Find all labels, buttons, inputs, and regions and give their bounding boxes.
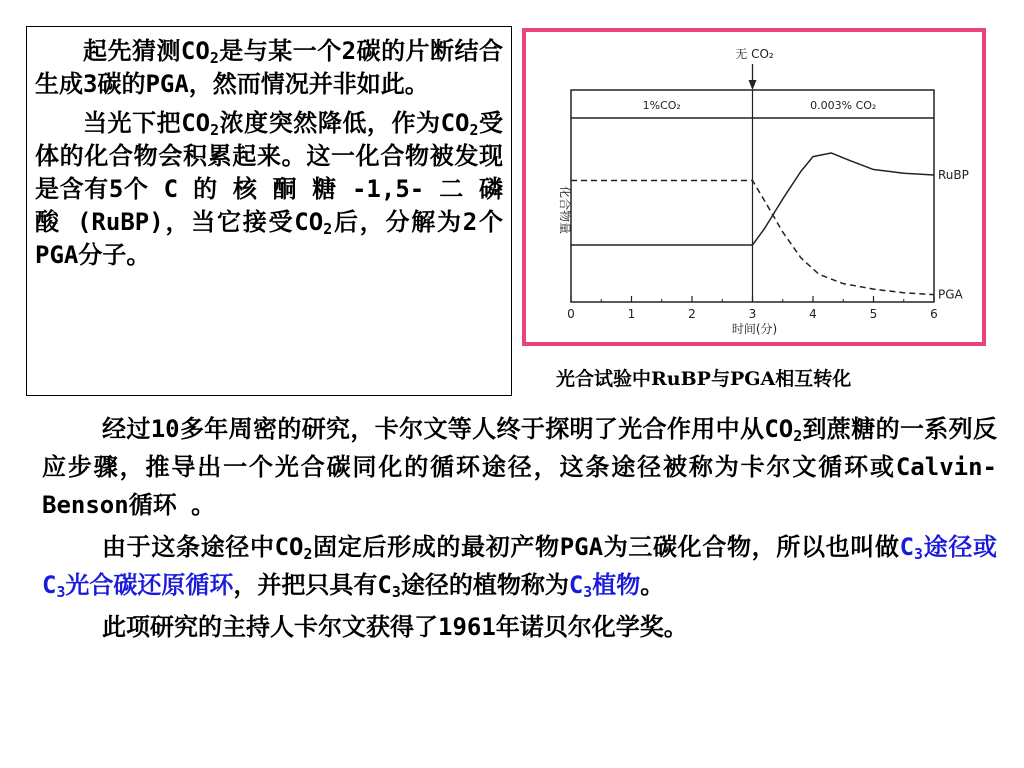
x-tick-label-6: 6 <box>930 307 938 321</box>
rubp-pga-chart <box>526 32 982 342</box>
box-paragraph-2: 当光下把$CO_2$浓度突然降低，作为$CO_2$受体的化合物会积累起来。这一化合物被发现是含有5个 C 的 核 酮 糖 -1,5- 二 磷 酸 (RuBP)，当它接受$CO_2$后，分解为2个PGA分子。 <box>35 109 504 269</box>
explanation-box <box>26 26 512 396</box>
region-label-1: 0.003% CO₂ <box>810 99 877 112</box>
main-text <box>42 410 997 650</box>
body-paragraph-2: 由于这条途径中$CO_2$固定后形成的最初产物PGA为三碳化合物，所以也叫做$C_3$途径或$C_3$光合碳还原循环，并把只具有$C_3$途径的植物称为$C_3$植物。 <box>42 533 997 602</box>
annotation-arrow-head <box>749 80 757 90</box>
x-tick-label-5: 5 <box>869 307 878 321</box>
x-tick-label-4: 4 <box>809 307 817 321</box>
series-label-rubp: RuBP <box>938 168 969 183</box>
body-paragraph-3: 此项研究的主持人卡尔文获得了1961年诺贝尔化学奖。 <box>102 613 688 641</box>
c3-plant-term: $C_3$植物 <box>568 571 641 602</box>
box-paragraph-1: 起先猜测$CO_2$是与某一个2碳的片断结合生成3碳的PGA，然而情况并非如此。 <box>35 37 503 98</box>
chart-caption: 光合试验中RuBP与PGA相互转化 <box>556 368 852 390</box>
body-paragraph-1: 经过10多年周密的研究，卡尔文等人终于探明了光合作用中从$CO_2$到蔗糖的一系列反应步骤，推导出一个光合碳同化的循环途径，这条途径被称为卡尔文循环或Calvin-Benson循环 。 <box>42 415 997 519</box>
x-tick-label-0: 0 <box>567 307 575 321</box>
series-label-pga: PGA <box>938 287 963 302</box>
y-axis-label: 化合物量 <box>558 185 572 235</box>
x-tick-label-2: 2 <box>688 307 696 321</box>
c3-pathway-term: $C_3$途径或$C_3$光合碳还原循环 <box>42 533 997 602</box>
x-axis-label: 时间(分) <box>731 322 778 336</box>
x-tick-label-3: 3 <box>748 307 757 321</box>
region-label-0: 1%CO₂ <box>642 99 681 112</box>
x-tick-label-1: 1 <box>627 307 636 321</box>
annotation-label: 无 CO₂ <box>735 47 774 61</box>
chart-frame <box>522 28 986 346</box>
